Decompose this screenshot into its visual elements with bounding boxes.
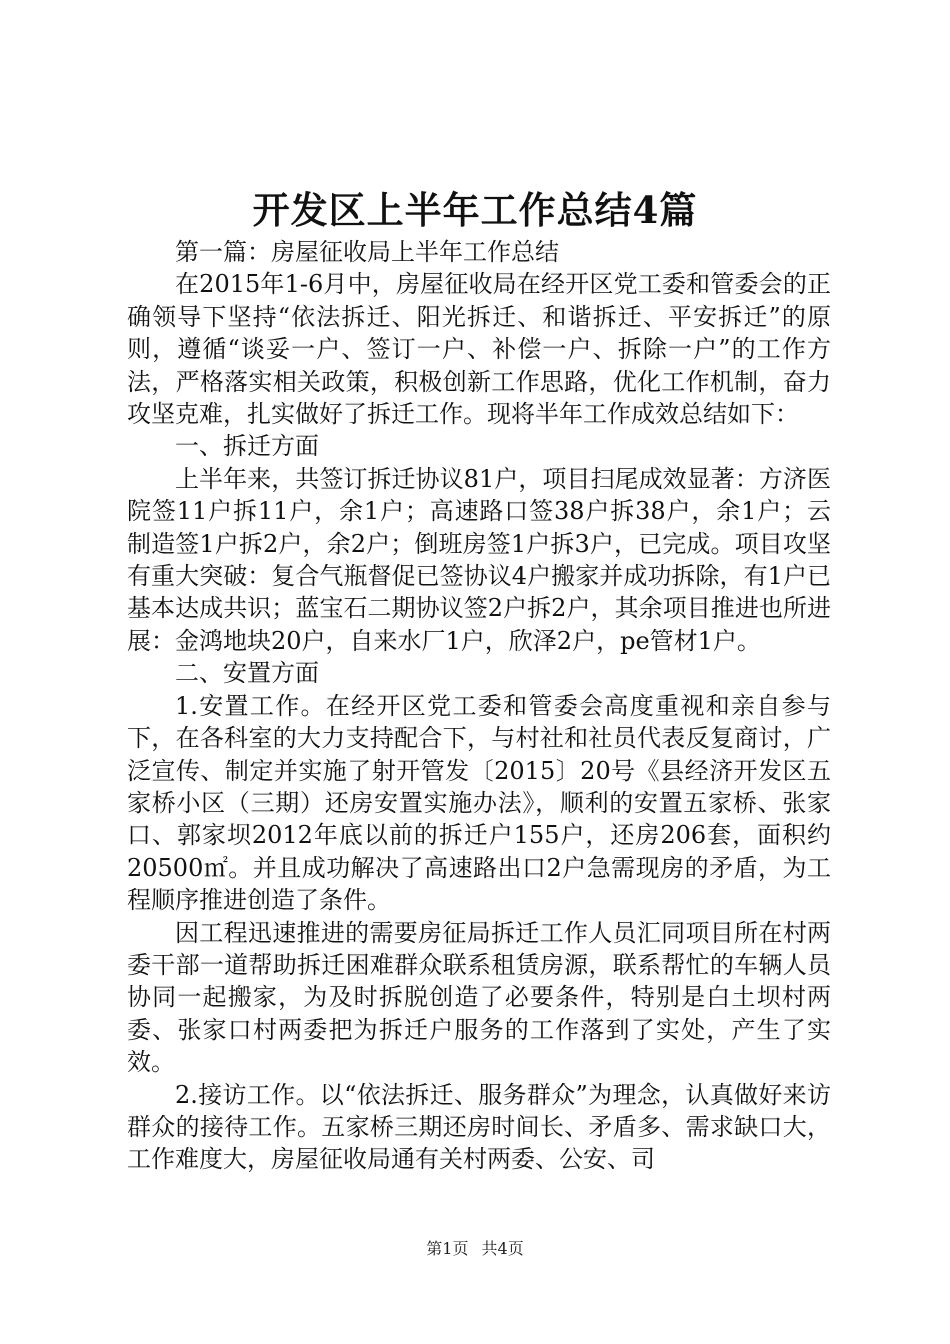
assistance-paragraph: 因工程迅速推进的需要房征局拆迁工作人员汇同项目所在村两委干部一道帮助拆迁困难群众联系租赁房源，联系帮忙的车辆人员协同一起搬家，为及时拆脱创造了必要条件，特别是白土坝村两委、张家口村两委把为拆迁户服务的工作落到了实处，产生了实效。 bbox=[127, 918, 831, 1077]
intro-paragraph: 在2015年1-6月中，房屋征收局在经开区党工委和管委会的正确领导下坚持“依法拆迁、阳光拆迁、和谐拆迁、平安拆迁”的原则，遵循“谈妥一户、签订一户、补偿一户、拆除一户”的工作方法，严格落实相关政策，积极创新工作思路，优化工作机制，奋力攻坚克难，扎实做好了拆迁工作。现将半年工作成效总结如下： bbox=[127, 270, 831, 429]
resettlement-paragraph: 1.安置工作。在经开区党工委和管委会高度重视和亲自参与下，在各科室的大力支持配合下，与村社和社员代表反复商讨，广泛宣传、制定并实施了射开管发〔2015〕20号《县经济开发区五家桥小区（三期）还房安置实施办法》，顺利的安置五家桥、张家口、郭家坝2012年底以前的拆迁户155户，还房206套，面积约20500㎡。并且成功解决了高速路出口2户急需现房的矛盾，为工程顺序推进创造了条件。 bbox=[127, 691, 831, 915]
section-heading-part-one: 第一篇：房屋征收局上半年工作总结 bbox=[175, 238, 559, 266]
document-title: 开发区上半年工作总结4篇 bbox=[252, 188, 698, 232]
document-body bbox=[127, 236, 831, 1176]
demolition-paragraph: 上半年来，共签订拆迁协议81户，项目扫尾成效显著：方济医院签11户拆11户，余1户；高速路口签38户拆38户，余1户；云制造签1户拆2户，余2户；倒班房签1户拆3户，已完成。项目攻坚有重大突破：复合气瓶督促已签协议4户搬家并成功拆除，有1户已基本达成共识；蓝宝石二期协议签2户拆2户，其余项目推进也所进展：金鸿地块20户，自来水厂1户，欣泽2户，pe管材1户。 bbox=[127, 464, 831, 655]
section-heading-demolition: 一、拆迁方面 bbox=[175, 432, 319, 461]
page-number: 第1页 bbox=[426, 1239, 469, 1258]
reception-paragraph: 2.接访工作。以“依法拆迁、服务群众”为理念，认真做好来访群众的接待工作。五家桥三期还房时间长、矛盾多、需求缺口大，工作难度大，房屋征收局通有关村两委、公安、司 bbox=[127, 1080, 831, 1174]
section-heading-resettlement: 二、安置方面 bbox=[175, 659, 319, 688]
page-total: 共4页 bbox=[481, 1239, 524, 1258]
page-footer bbox=[0, 1238, 950, 1260]
